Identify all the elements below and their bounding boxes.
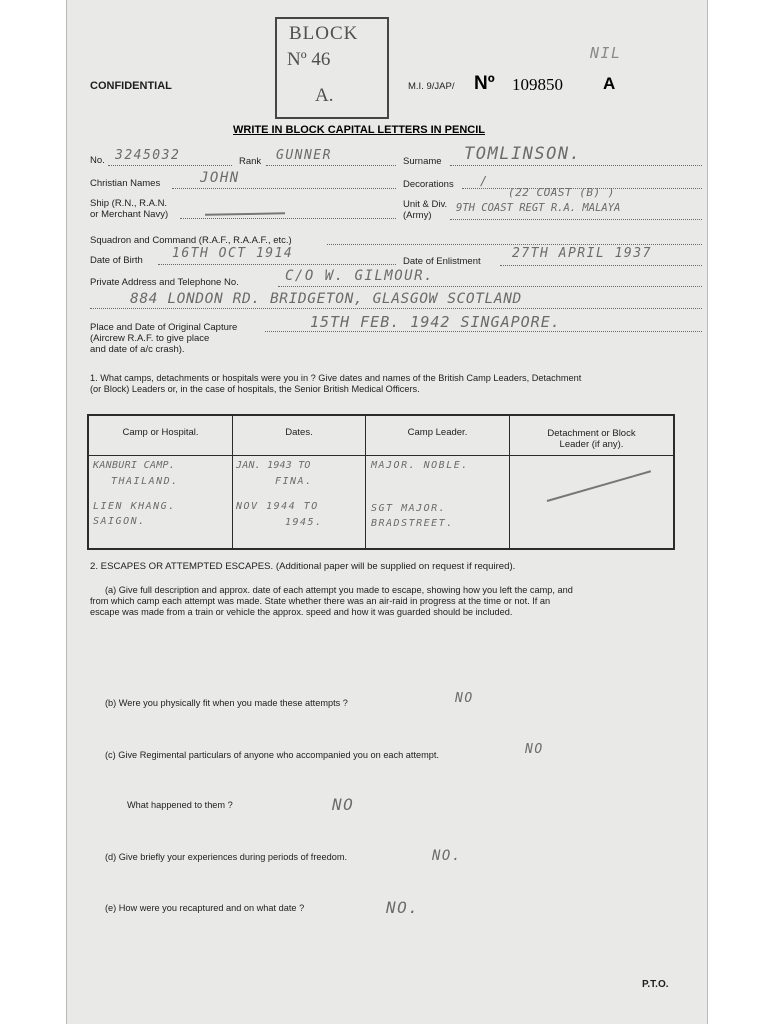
capture-label-3: and date of a/c crash). <box>90 344 185 355</box>
row1-leader-1: MAJOR. NOBLE. <box>371 460 469 471</box>
row1-dates-2: FINA. <box>275 476 313 487</box>
q2a-line-1: (a) Give full description and approx. date of each attempt you made to escape, showing how you left the camp, and <box>105 585 573 595</box>
rank-label: Rank <box>239 156 262 167</box>
th-detachment-2: Leader (if any). <box>559 439 624 450</box>
q2-heading: 2. ESCAPES OR ATTEMPTED ESCAPES. (Additional paper will be supplied on request if required). <box>90 561 516 572</box>
row2-dates-2: 1945. <box>285 517 323 528</box>
capture-label-2: (Aircrew R.A.F. to give place <box>90 333 210 344</box>
q2b-question: (b) Were you physically fit when you made these attempts ? <box>105 698 348 708</box>
corner-note: NIL <box>590 44 622 62</box>
q2c2-answer: NO <box>332 795 355 814</box>
detachment-dash-mark <box>547 470 651 502</box>
th-dates: Dates. <box>285 427 313 438</box>
no-label: No. <box>90 155 105 166</box>
address-line-1: C/O W. GILMOUR. <box>285 268 434 284</box>
row2-leader-1: SGT MAJOR. <box>371 503 447 514</box>
christian-value: JOHN <box>200 170 240 186</box>
q2e-answer: NO. <box>386 898 420 917</box>
rank-value: GUNNER <box>276 148 332 163</box>
q2c-question: (c) Give Regimental particulars of anyone who accompanied you on each attempt. <box>105 750 439 760</box>
ship-label-1: Ship (R.N., R.A.N. <box>90 198 168 209</box>
surname-label: Surname <box>403 156 442 167</box>
q2d-question: (d) Give briefly your experiences during periods of freedom. <box>105 852 348 862</box>
q2c2-question: What happened to them ? <box>127 800 233 810</box>
q2b-answer: NO <box>455 691 474 706</box>
row2-camp-2: SAIGON. <box>93 516 146 527</box>
row2-dates-1: NOV 1944 TO <box>236 501 319 512</box>
q1-text-1: 1. What camps, detachments or hospitals were you in ? Give dates and names of the British Camp Leaders, Detachment <box>90 373 582 383</box>
unit-value-2: 9TH COAST REGT R.A. MALAYA <box>456 202 621 214</box>
ship-label-2: or Merchant Navy) <box>90 209 169 220</box>
decorations-value: / <box>480 174 489 188</box>
form-suffix: A <box>603 74 616 93</box>
mi-reference: M.I. 9/JAP/ <box>408 81 455 92</box>
capture-value: 15TH FEB. 1942 SINGAPORE. <box>310 313 561 331</box>
th-detachment-1: Detachment or Block <box>547 428 636 439</box>
dob-label: Date of Birth <box>90 255 143 266</box>
address-label: Private Address and Telephone No. <box>90 277 239 288</box>
q1-text-2: (or Block) Leaders or, in the case of hospitals, the Senior British Medical Officers. <box>90 384 420 394</box>
row1-camp-2: THAILAND. <box>111 476 179 487</box>
row1-dates-1: JAN. 1943 TO <box>236 460 311 471</box>
q2d-answer: NO. <box>432 848 462 864</box>
surname-value: TOMLINSON. <box>464 144 582 164</box>
number-symbol: Nº <box>474 73 495 94</box>
unit-label-1: Unit & Div. <box>403 199 448 210</box>
pto: P.T.O. <box>642 979 669 990</box>
decorations-label: Decorations <box>403 179 454 190</box>
stamp-line-1: BLOCK <box>289 23 359 44</box>
stamp-line-3: A. <box>315 85 334 106</box>
unit-label-2: (Army) <box>403 210 432 221</box>
row2-camp-1: LIEN KHANG. <box>93 501 176 512</box>
row2-leader-2: BRADSTREET. <box>371 518 454 529</box>
q2c-answer: NO <box>525 742 544 757</box>
stamp-line-2: Nº 46 <box>287 49 331 70</box>
form-title: WRITE IN BLOCK CAPITAL LETTERS IN PENCIL <box>233 124 485 136</box>
christian-label: Christian Names <box>90 178 161 189</box>
dob-value: 16TH OCT 1914 <box>172 246 294 261</box>
address-line-2: 884 LONDON RD. BRIDGETON, GLASGOW SCOTLAND <box>130 291 522 307</box>
enlist-value: 27TH APRIL 1937 <box>512 246 652 261</box>
unit-value-1: (22 COAST (B) ) <box>508 186 615 199</box>
q2e-question: (e) How were you recaptured and on what date ? <box>105 903 305 913</box>
squadron-label: Squadron and Command (R.A.F., R.A.A.F., etc.) <box>90 235 292 246</box>
block-stamp <box>275 17 389 119</box>
camps-table <box>87 414 675 550</box>
service-number: 3245032 <box>115 148 181 163</box>
form-number: 109850 <box>512 75 563 94</box>
th-leader: Camp Leader. <box>407 427 468 438</box>
row1-camp-1: KANBURI CAMP. <box>93 460 176 471</box>
q2a-line-2: from which camp each attempt was made. State whether there was an air-raid in progress at the time or not. If an <box>90 596 551 606</box>
th-camp: Camp or Hospital. <box>122 427 199 438</box>
capture-label-1: Place and Date of Original Capture <box>90 322 238 333</box>
classification: CONFIDENTIAL <box>90 80 172 92</box>
q2a-line-3: escape was made from a train or vehicle the approx. speed and how it was guarded should be included. <box>90 607 513 617</box>
enlist-label: Date of Enlistment <box>403 256 481 267</box>
